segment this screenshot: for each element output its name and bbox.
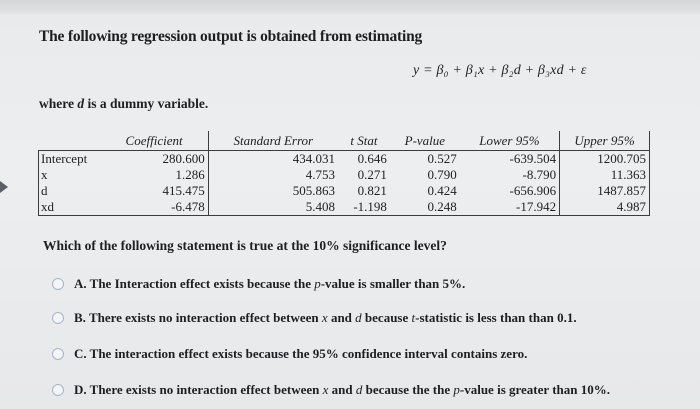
option-b-letter: B. bbox=[74, 310, 86, 325]
coefficient-cell: 1.286 bbox=[100, 167, 208, 183]
option-d-label[interactable] bbox=[74, 382, 610, 398]
header-p-value: P-value bbox=[390, 131, 460, 151]
coefficient-cell: -6.478 bbox=[100, 199, 208, 216]
standard-error-cell: 434.031 bbox=[292, 151, 335, 166]
option-d-var: x bbox=[322, 382, 329, 397]
upper-95-cell: 4.987 bbox=[560, 199, 650, 216]
standard-error-cell: 505.863 bbox=[292, 183, 335, 198]
standard-error-cell: 5.408 bbox=[208, 199, 338, 216]
option-a-text: The Interaction effect exists because the bbox=[89, 276, 311, 291]
header-t-stat: t Stat bbox=[338, 131, 390, 151]
option-c-label[interactable] bbox=[74, 346, 527, 362]
regression-table bbox=[38, 131, 650, 216]
option-d[interactable] bbox=[52, 380, 610, 400]
table-row bbox=[39, 167, 650, 183]
row-label: xd bbox=[39, 199, 101, 216]
header-blank bbox=[39, 131, 101, 151]
upper-95-cell: 11.363 bbox=[560, 167, 650, 183]
p-value-cell: 0.248 bbox=[390, 199, 460, 216]
header-standard-error: Standard Error bbox=[208, 131, 338, 151]
t-stat-cell: -1.198 bbox=[338, 199, 390, 216]
p-value-cell: 0.527 bbox=[427, 151, 457, 166]
option-a-letter: A. bbox=[74, 276, 87, 291]
option-b-radio[interactable] bbox=[52, 312, 64, 324]
dummy-variable-note bbox=[39, 96, 208, 112]
option-d-text-2: and bbox=[331, 382, 353, 397]
option-a[interactable] bbox=[52, 274, 465, 294]
option-b-text-2: and bbox=[330, 310, 352, 325]
option-a-radio[interactable] bbox=[52, 278, 64, 290]
coefficient-cell: 280.600 bbox=[100, 151, 208, 168]
header-coefficient: Coefficient bbox=[100, 131, 208, 151]
upper-95-cell: 1200.705 bbox=[560, 151, 650, 168]
where-variable: d bbox=[77, 96, 85, 111]
regression-table-container bbox=[38, 131, 650, 238]
table-row bbox=[39, 183, 650, 199]
option-b-var-3: t bbox=[411, 310, 416, 325]
upper-95-cell: 1487.857 bbox=[560, 183, 650, 199]
option-c-text: The interaction effect exists because the 95% confidence interval contains zero. bbox=[89, 346, 528, 361]
header-lower-95: Lower 95% bbox=[460, 131, 560, 151]
option-d-var-3: p bbox=[453, 382, 460, 397]
lower-95-cell: -656.906 bbox=[509, 183, 557, 198]
table-row bbox=[39, 151, 650, 168]
page-title: The following regression output is obtained from estimating bbox=[39, 28, 423, 45]
option-b[interactable] bbox=[52, 308, 577, 328]
top-bar bbox=[0, 0, 700, 14]
row-label: Intercept bbox=[39, 151, 101, 168]
p-value-cell: 0.424 bbox=[427, 183, 457, 198]
table-header-row bbox=[39, 131, 650, 151]
option-b-label[interactable] bbox=[74, 310, 577, 326]
where-suffix: is a dummy variable. bbox=[87, 96, 209, 111]
where-prefix: where bbox=[39, 96, 74, 111]
option-d-radio[interactable] bbox=[52, 384, 64, 396]
option-b-var-2: d bbox=[355, 310, 362, 325]
option-a-var: p bbox=[314, 276, 321, 291]
lower-95-cell: -639.504 bbox=[509, 151, 557, 166]
option-a-text-2: -value is smaller than 5%. bbox=[320, 276, 466, 291]
option-b-text-3: because bbox=[364, 310, 409, 325]
option-c[interactable] bbox=[52, 344, 527, 364]
option-b-var: x bbox=[321, 310, 328, 325]
lower-95-cell: -17.942 bbox=[460, 199, 560, 216]
option-d-text: There exists no interaction effect between bbox=[89, 382, 320, 397]
p-value-cell: 0.790 bbox=[427, 167, 457, 182]
option-c-letter: C. bbox=[74, 346, 87, 361]
lower-95-cell: -8.790 bbox=[522, 167, 557, 182]
option-b-text: There exists no interaction effect between bbox=[88, 310, 319, 325]
table-row bbox=[39, 199, 650, 216]
t-stat-cell: 0.646 bbox=[357, 151, 387, 166]
coefficient-cell: 415.475 bbox=[100, 183, 208, 199]
option-a-label[interactable] bbox=[74, 276, 465, 292]
t-stat-cell: 0.271 bbox=[357, 167, 387, 182]
option-b-text-4: -statistic is less than than 0.1. bbox=[415, 310, 577, 325]
row-label: x bbox=[39, 167, 101, 183]
standard-error-cell: 4.753 bbox=[305, 167, 335, 182]
header-upper-95: Upper 95% bbox=[560, 131, 650, 151]
option-c-radio[interactable] bbox=[52, 348, 64, 360]
regression-equation: y = β₀ + β₁x + β₂d + β₃xd + ε bbox=[413, 63, 587, 78]
option-d-var-2: d bbox=[355, 382, 363, 397]
option-d-letter: D. bbox=[74, 382, 87, 397]
t-stat-cell: 0.821 bbox=[357, 183, 387, 198]
option-d-text-4: -value is greater than 10%. bbox=[459, 382, 610, 397]
question-text: Which of the following statement is true at the 10% significance level? bbox=[43, 238, 447, 253]
option-d-text-3: because the the bbox=[365, 382, 451, 397]
left-arrow-icon bbox=[0, 181, 8, 193]
row-label: d bbox=[39, 183, 101, 199]
